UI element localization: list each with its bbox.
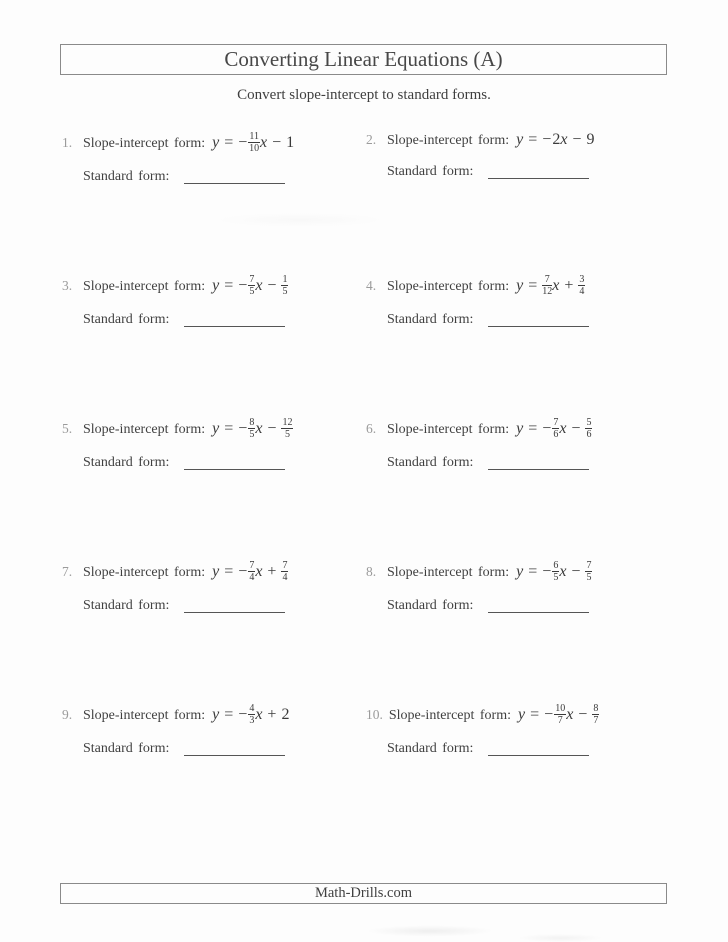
math-token-var: x <box>566 706 574 724</box>
footer-box <box>60 883 667 904</box>
problem <box>366 560 666 614</box>
math-token-rel: = <box>224 420 234 438</box>
problem <box>62 131 362 185</box>
problem-equation-line <box>62 417 362 440</box>
problem-equation-line <box>62 703 362 726</box>
slope-intercept-label: Slope-intercept form: <box>388 708 512 724</box>
math-token-neg: − <box>542 131 552 148</box>
equation <box>212 131 295 154</box>
math-token-bin: − <box>267 277 277 295</box>
fraction: $\frac{7}{4}$ <box>282 560 288 583</box>
math-token-rel: = <box>528 131 538 148</box>
fraction: $\frac{7}{5}$ <box>249 274 255 297</box>
math-token-rel: = <box>530 706 540 724</box>
equation <box>516 560 592 583</box>
math-token-neg: − <box>238 277 248 295</box>
math-token-bin: − <box>267 420 277 438</box>
math-token-var: x <box>255 563 263 581</box>
problem-number: 1. <box>62 135 73 151</box>
fraction: $\frac{5}{6}$ <box>586 417 592 440</box>
problem-number: 8. <box>366 564 377 580</box>
math-token-rel: = <box>224 706 234 724</box>
footer-brand: Math-Drills.com <box>314 885 413 901</box>
equation <box>212 560 288 583</box>
problem-equation-line <box>366 274 666 297</box>
answer-blank <box>184 314 285 327</box>
problem-answer-line <box>62 596 362 614</box>
standard-form-label: Standard form: <box>387 598 474 613</box>
equation <box>516 274 585 297</box>
math-token-neg: − <box>542 420 552 438</box>
math-token-num: 2 <box>552 131 561 148</box>
math-token-neg: − <box>238 134 248 152</box>
slope-intercept-label: Slope-intercept form: <box>387 422 510 438</box>
problem-number: 4. <box>366 278 377 294</box>
math-token-var: y <box>212 134 220 152</box>
problem <box>366 417 666 471</box>
problem <box>62 417 362 471</box>
problem <box>366 274 666 328</box>
math-token-bin: − <box>571 420 581 438</box>
equation <box>516 417 592 440</box>
math-token-bin: − <box>571 563 581 581</box>
math-token-num: 9 <box>586 131 595 148</box>
fraction: $\frac{7}{6}$ <box>553 417 559 440</box>
answer-blank <box>184 743 285 756</box>
math-token-num: 1 <box>286 134 295 152</box>
page-title: Converting Linear Equations (A) <box>224 47 503 71</box>
standard-form-label: Standard form: <box>83 455 170 470</box>
fraction: $\frac{3}{4}$ <box>579 274 585 297</box>
problem-number: 7. <box>62 564 73 580</box>
equation <box>212 703 290 726</box>
problem <box>62 703 362 757</box>
problem-answer-line <box>366 739 666 757</box>
math-token-bin: + <box>564 277 574 295</box>
standard-form-label: Standard form: <box>83 598 170 613</box>
answer-blank <box>184 457 285 470</box>
slope-intercept-label: Slope-intercept form: <box>387 133 510 148</box>
math-token-neg: − <box>238 563 248 581</box>
equation <box>516 131 594 148</box>
slope-intercept-label: Slope-intercept form: <box>83 136 206 152</box>
math-token-bin: − <box>572 131 582 148</box>
problem-number: 6. <box>366 421 377 437</box>
answer-blank <box>488 457 589 470</box>
problem-equation-line <box>62 274 362 297</box>
math-token-var: x <box>255 420 263 438</box>
slope-intercept-label: Slope-intercept form: <box>83 279 206 295</box>
problem-number: 10. <box>366 707 383 723</box>
math-token-var: x <box>559 420 567 438</box>
problem <box>366 131 666 180</box>
fraction: $\frac{6}{5}$ <box>553 560 559 583</box>
math-token-neg: − <box>542 563 552 581</box>
problem-number: 3. <box>62 278 73 294</box>
fraction: $\frac{8}{5}$ <box>249 417 255 440</box>
answer-blank <box>488 743 589 756</box>
problem-answer-line <box>62 739 362 757</box>
math-token-neg: − <box>544 706 554 724</box>
fraction: $\frac{4}{3}$ <box>249 703 255 726</box>
math-token-rel: = <box>224 563 234 581</box>
standard-form-label: Standard form: <box>83 169 170 184</box>
slope-intercept-label: Slope-intercept form: <box>83 422 206 438</box>
standard-form-label: Standard form: <box>83 312 170 327</box>
math-token-var: y <box>212 277 220 295</box>
math-token-rel: = <box>528 563 538 581</box>
standard-form-label: Standard form: <box>387 455 474 470</box>
problem-answer-line <box>62 167 362 185</box>
math-token-var: x <box>259 134 268 152</box>
math-token-var: y <box>516 563 524 581</box>
problem-answer-line <box>366 162 666 180</box>
slope-intercept-label: Slope-intercept form: <box>387 279 510 295</box>
fraction: $\frac{8}{7}$ <box>593 703 599 726</box>
problem-equation-line <box>366 703 666 726</box>
fraction: $\frac{12}{5}$ <box>282 417 293 440</box>
problem-equation-line <box>62 560 362 583</box>
problem <box>62 560 362 614</box>
math-token-var: y <box>518 706 526 724</box>
problem-number: 2. <box>366 132 377 147</box>
problem-number: 5. <box>62 421 73 437</box>
math-token-var: y <box>212 706 220 724</box>
problem <box>62 274 362 328</box>
math-token-rel: = <box>224 134 234 152</box>
standard-form-label: Standard form: <box>387 164 474 179</box>
problem-equation-line <box>366 131 666 149</box>
problem-equation-line <box>366 417 666 440</box>
answer-blank <box>488 314 589 327</box>
math-token-neg: − <box>238 706 248 724</box>
subtitle: Convert slope-intercept to standard forms. <box>237 87 491 103</box>
fraction: $\frac{11}{10}$ <box>249 131 260 154</box>
math-token-var: x <box>552 277 560 295</box>
answer-blank <box>488 166 589 179</box>
fraction: $\frac{7}{5}$ <box>586 560 592 583</box>
math-token-var: x <box>559 563 567 581</box>
math-token-rel: = <box>224 277 234 295</box>
fraction: $\frac{7}{4}$ <box>249 560 255 583</box>
standard-form-label: Standard form: <box>387 741 474 756</box>
math-token-var: y <box>212 563 220 581</box>
equation <box>212 417 293 440</box>
fraction: $\frac{1}{5}$ <box>282 274 288 297</box>
slope-intercept-label: Slope-intercept form: <box>387 565 510 581</box>
fraction: $\frac{10}{7}$ <box>555 703 566 726</box>
fraction: $\frac{7}{12}$ <box>542 274 553 297</box>
math-token-var: y <box>516 277 524 295</box>
math-token-var: y <box>516 131 524 148</box>
math-token-bin: + <box>267 706 277 724</box>
math-token-rel: = <box>528 420 538 438</box>
math-token-var: y <box>212 420 220 438</box>
math-token-bin: + <box>267 563 277 581</box>
answer-blank <box>184 600 285 613</box>
answer-blank <box>488 600 589 613</box>
math-token-bin: − <box>578 706 588 724</box>
problem-answer-line <box>366 453 666 471</box>
problem-answer-line <box>366 596 666 614</box>
standard-form-label: Standard form: <box>387 312 474 327</box>
problem-equation-line <box>62 131 362 154</box>
math-token-num: 2 <box>281 706 290 724</box>
math-token-neg: − <box>238 420 248 438</box>
problem-equation-line <box>366 560 666 583</box>
math-token-var: x <box>560 131 568 148</box>
standard-form-label: Standard form: <box>83 741 170 756</box>
math-token-var: x <box>255 277 263 295</box>
answer-blank <box>184 171 285 184</box>
slope-intercept-label: Slope-intercept form: <box>83 708 206 724</box>
problem-answer-line <box>62 310 362 328</box>
equation <box>212 274 288 297</box>
problem-answer-line <box>366 310 666 328</box>
math-token-var: y <box>516 420 524 438</box>
math-token-bin: − <box>272 134 282 152</box>
math-token-var: x <box>255 706 263 724</box>
problem-number: 9. <box>62 707 73 723</box>
math-token-rel: = <box>528 277 538 295</box>
equation <box>518 703 599 726</box>
problem <box>366 703 666 757</box>
problem-answer-line <box>62 453 362 471</box>
slope-intercept-label: Slope-intercept form: <box>83 565 206 581</box>
